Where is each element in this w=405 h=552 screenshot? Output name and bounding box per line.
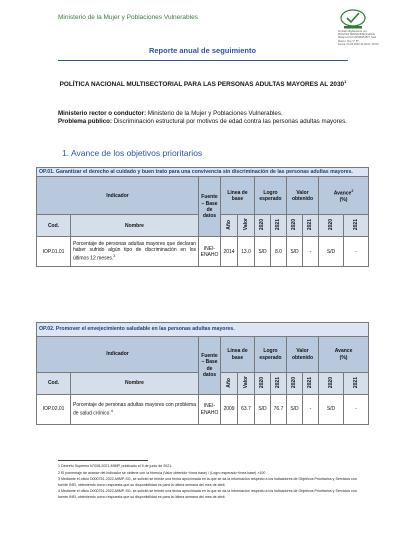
policy-meta	[58, 110, 358, 126]
footnote-1: 1 Decreto Supremo N°006-2021-MIMP, publicado el 5 de junio de 2021.	[58, 464, 173, 468]
rector-line: Ministerio rector o conductor: Ministerio de la Mujer y Poblaciones Vulnerables.	[58, 110, 283, 117]
section-heading: 1. Avance de los objetivos prioritarios	[62, 148, 203, 158]
indicador-header: Indicador	[37, 337, 199, 373]
avance-header: Avance (%)	[319, 337, 369, 373]
objective-table-2: OP.02. Promover el envejecimiento saludable en las personas adultas mayores. Indicador Fuente – Base de datos Línea de base Logro esperado Valor obtenido Avance (%) Cod. Nombre Año Valor 2020 2021 2020 2021 2020 2021 IOP.02.01 Porcentaje de personas adultas mayores con problema de salud crónico.$^4$ INEI-ENAHO 2009 63.7 S/D 76.7 S/D - S/D -	[36, 322, 369, 425]
fuente-header: Fuente – Base de datos	[199, 337, 221, 395]
table-row: IOP.02.01 Porcentaje de personas adultas mayores con problema de salud crónico.$^4$ INEI-ENAHO 2009 63.7 S/D 76.7 S/D - S/D -	[37, 395, 369, 425]
signature-seal-icon	[338, 8, 368, 30]
footnote-4: 4 Mediante el oficio D000751-2022-MIMP-SG, se solicitó se brinde una fecha aproximada en la que se da la información respecto a los indicadores de Objetivos Prioritarios y Servicios con fuente INEI, obteniendo como respuesta que su disponibilidad es para la última semana del mes de abril.	[58, 489, 357, 499]
objective-table-1: OP.01. Garantizar el derecho al cuidado y buen trato para una convivencia sin discriminación de las personas adultas mayores. Indicador Fuente – Base de datos Línea de base Logro esperado Valor obtenido Avance$^2$ (%) Cod. Nombre Año Valor 2020 2021 2020 2021 2020 2021 IOP.01.01 Porcentaje de personas adultas mayores que declaran haber sufrido algún tipo de discriminación en los últimos 12 meses.$^3$ INEI-ENAHO 2014 13.0 S/D 8.0 S/D - S/D -	[36, 167, 369, 267]
logro-header: Logro esperado	[255, 337, 287, 373]
nombre-header: Nombre	[71, 373, 199, 395]
logro-header: Logro esperado	[255, 177, 287, 215]
cod-header: Cod.	[37, 373, 71, 395]
ministry-name: Ministerio de la Mujer y Poblaciones Vulnerables	[58, 14, 198, 21]
title-divider	[58, 60, 348, 61]
objective-title: OP.01. Garantizar el derecho al cuidado y buen trato para una convivencia sin discriminación de las personas adultas mayores.	[37, 168, 369, 177]
footnotes	[58, 464, 358, 501]
valor-header: Valor obtenido	[287, 177, 319, 215]
footnote-3: 3 Mediante el oficio D000751-2022-MIMP-SG, se solicitó se brinde una fecha aproximada en la que se da la información respecto a los indicadores de Objetivos Prioritarios y Servicios con fuente INEI, obteniendo como respuesta que su disponibilidad es para la última semana del mes de abril.	[58, 477, 357, 487]
digital-signature-block: Firmado digitalmente por: MONTES FERNANDEZ Fabiola Milagros FAU 20336951527 hard Motivo: Doy V° B° Fecha: 06.05.2022 14:39:01 -05:00	[338, 30, 379, 46]
avance-header: Avance$^2$ (%)	[319, 177, 369, 215]
footnote-2: 2 El porcentaje de avance del indicador se obtiene con la fórmula (Valor obtenido−línea base) / (Logro esperado−línea base) ×100	[58, 470, 266, 475]
footnote-divider	[58, 460, 148, 461]
fuente-header: Fuente – Base de datos	[199, 177, 221, 237]
valor-header: Valor obtenido	[287, 337, 319, 373]
problem-line: Problema público: Discriminación estructural por motivos de edad contra las personas adultas mayores.	[58, 118, 347, 125]
table-row: IOP.01.01 Porcentaje de personas adultas mayores que declaran haber sufrido algún tipo de discriminación en los últimos 12 meses.$^3$ INEI-ENAHO 2014 13.0 S/D 8.0 S/D - S/D -	[37, 237, 369, 267]
linea-base-header: Línea de base	[221, 337, 255, 373]
cod-header: Cod.	[37, 215, 71, 237]
objective-title: OP.02. Promover el envejecimiento saludable en las personas adultas mayores.	[37, 323, 369, 337]
report-title: Reporte anual de seguimiento	[148, 46, 257, 55]
nombre-header: Nombre	[71, 215, 199, 237]
policy-title: POLÍTICA NACIONAL MULTISECTORIAL PARA LAS PERSONAS ADULTAS MAYORES AL 2030$^1$	[59, 79, 347, 89]
linea-base-header: Línea de base	[221, 177, 255, 215]
indicador-header: Indicador	[37, 177, 199, 215]
